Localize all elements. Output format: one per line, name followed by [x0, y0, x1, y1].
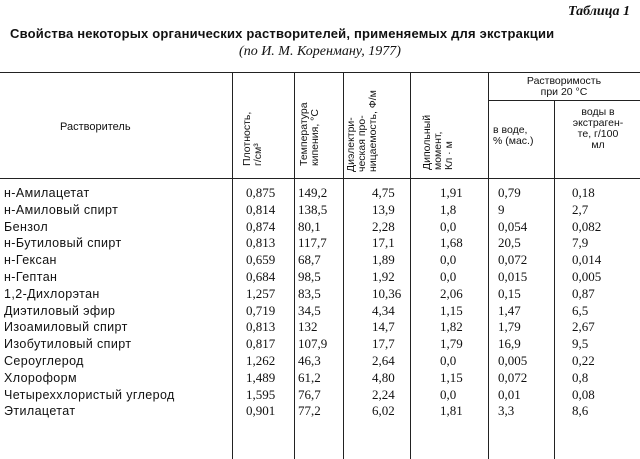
header-dipole: Дипольный момент, Кл · м [421, 114, 455, 170]
table-row [0, 219, 640, 235]
table-row [0, 370, 640, 386]
table-row [0, 303, 640, 319]
boiling-point-value: 34,5 [298, 302, 321, 318]
density-value: 0,684 [246, 269, 276, 284]
solvent-name: Диэтиловый эфир [4, 303, 116, 318]
table-row [0, 269, 640, 285]
water-in-solvent-value: 9,5 [572, 336, 589, 352]
solubility-in-water-value: 3,3 [498, 403, 515, 419]
water-in-solvent-value: 0,8 [572, 369, 589, 385]
solvent-name: н-Амилацетат [4, 186, 90, 200]
boiling-point-value: 76,7 [298, 386, 321, 402]
dielectric-value: 17,7 [372, 336, 395, 352]
boiling-point-value: 80,1 [298, 218, 321, 234]
solvent-name: н-Гексан [4, 253, 57, 268]
solubility-in-water-value: 0,01 [498, 386, 521, 402]
solvent-name: н-Бутиловый спирт [4, 236, 122, 251]
dipole-value: 1,79 [440, 336, 463, 352]
dipole-value: 1,81 [440, 403, 463, 419]
water-in-solvent-value: 2,67 [572, 319, 595, 335]
dipole-value: 1,8 [440, 201, 457, 217]
header-solvent: Растворитель [60, 121, 131, 133]
header-solubility-group: Растворимость при 20 °С [526, 75, 602, 98]
dipole-value: 1,15 [440, 369, 463, 385]
table-row [0, 319, 640, 335]
dielectric-value: 13,9 [372, 201, 395, 217]
dipole-value: 0,0 [440, 386, 457, 402]
density-value: 0,817 [246, 336, 276, 352]
solubility-in-water-value: 0,15 [498, 285, 521, 301]
boiling-point-value: 98,5 [298, 269, 321, 284]
water-in-solvent-value: 0,005 [572, 269, 602, 284]
table-row [0, 202, 640, 218]
density-value: 0,814 [246, 201, 276, 217]
solubility-in-water-value: 0,072 [498, 369, 528, 385]
header-top-rule [0, 72, 640, 73]
solubility-in-water-value: 16,9 [498, 336, 521, 352]
solvent-name: н-Гептан [4, 270, 58, 284]
boiling-point-value: 138,5 [298, 201, 328, 217]
density-value: 1,262 [246, 353, 276, 368]
solubility-header-rule [488, 100, 640, 101]
boiling-point-value: 68,7 [298, 252, 321, 268]
water-in-solvent-value: 0,22 [572, 353, 595, 368]
density-value: 0,875 [246, 185, 276, 200]
solubility-in-water-value: 0,054 [498, 218, 528, 234]
dipole-value: 0,0 [440, 252, 457, 268]
density-value: 1,489 [246, 369, 276, 385]
solubility-in-water-value: 1,47 [498, 302, 521, 318]
water-in-solvent-value: 6,5 [572, 302, 589, 318]
dielectric-value: 4,75 [372, 185, 395, 200]
boiling-point-value: 107,9 [298, 336, 328, 352]
solubility-in-water-value: 9 [498, 201, 505, 217]
water-in-solvent-value: 0,08 [572, 386, 595, 402]
dielectric-value: 10,36 [372, 285, 402, 301]
table-row [0, 403, 640, 419]
table-row [0, 353, 640, 369]
boiling-point-value: 77,2 [298, 403, 321, 419]
dipole-value: 2,06 [440, 285, 463, 301]
density-value: 1,257 [246, 285, 276, 301]
boiling-point-value: 46,3 [298, 353, 321, 368]
dipole-value: 1,82 [440, 319, 463, 335]
solubility-in-water-value: 1,79 [498, 319, 521, 335]
solubility-in-water-value: 0,015 [498, 269, 528, 284]
solubility-in-water-value: 0,072 [498, 252, 528, 268]
dipole-value: 0,0 [440, 269, 457, 284]
table-number: Таблица 1 [568, 4, 630, 19]
table-row [0, 286, 640, 302]
water-in-solvent-value: 0,87 [572, 285, 595, 301]
table-row [0, 387, 640, 403]
density-value: 1,595 [246, 386, 276, 402]
water-in-solvent-value: 7,9 [572, 235, 589, 251]
water-in-solvent-value: 8,6 [572, 403, 589, 419]
solvent-name: Бензол [4, 219, 49, 234]
header-dielectric: Диэлектри- ческая про- ницаемость, Ф/м [345, 90, 379, 172]
header-boiling: Температура кипения, °С [298, 102, 321, 166]
boiling-point-value: 61,2 [298, 369, 321, 385]
table-row [0, 185, 640, 201]
dipole-value: 1,68 [440, 235, 463, 251]
density-value: 0,901 [246, 403, 276, 419]
density-value: 0,813 [246, 319, 276, 335]
header-bottom-rule [0, 178, 640, 179]
table-row [0, 252, 640, 268]
boiling-point-value: 83,5 [298, 285, 321, 301]
solvent-name: Изобутиловый спирт [4, 337, 132, 352]
density-value: 0,813 [246, 235, 276, 251]
header-water-in: воды в экстраген- те, г/100 мл [572, 106, 624, 151]
solvent-name: Этилацетат [4, 404, 76, 419]
solvent-name: 1,2-Дихлорэтан [4, 286, 100, 301]
solvent-name: н-Амиловый спирт [4, 202, 119, 217]
dipole-value: 1,91 [440, 185, 463, 200]
dielectric-value: 6,02 [372, 403, 395, 419]
dielectric-value: 2,64 [372, 353, 395, 368]
dipole-value: 1,15 [440, 302, 463, 318]
solvent-name: Сероуглерод [4, 354, 84, 368]
solubility-in-water-value: 20,5 [498, 235, 521, 251]
table-row [0, 235, 640, 251]
water-in-solvent-value: 2,7 [572, 201, 589, 217]
dielectric-value: 2,28 [372, 218, 395, 234]
boiling-point-value: 149,2 [298, 185, 328, 200]
table-row [0, 336, 640, 352]
dielectric-value: 14,7 [372, 319, 395, 335]
dielectric-value: 1,89 [372, 252, 395, 268]
dielectric-value: 4,34 [372, 302, 395, 318]
water-in-solvent-value: 0,18 [572, 185, 595, 200]
solubility-in-water-value: 0,79 [498, 185, 521, 200]
density-value: 0,874 [246, 218, 276, 234]
header-in-water: в воде, % (мас.) [493, 124, 534, 147]
density-value: 0,719 [246, 302, 276, 318]
solvent-name: Изоамиловый спирт [4, 320, 128, 335]
water-in-solvent-value: 0,014 [572, 252, 602, 268]
solvent-name: Хлороформ [4, 370, 78, 385]
dielectric-value: 2,24 [372, 386, 395, 402]
header-density: Плотность, г/см³ [241, 111, 264, 166]
dipole-value: 0,0 [440, 218, 457, 234]
boiling-point-value: 132 [298, 319, 318, 335]
dielectric-value: 4,80 [372, 369, 395, 385]
dielectric-value: 17,1 [372, 235, 395, 251]
water-in-solvent-value: 0,082 [572, 218, 602, 234]
solubility-in-water-value: 0,005 [498, 353, 528, 368]
table-subtitle: (по И. М. Коренману, 1977) [239, 44, 401, 59]
dielectric-value: 1,92 [372, 269, 395, 284]
boiling-point-value: 117,7 [298, 235, 327, 251]
density-value: 0,659 [246, 252, 276, 268]
table-title: Свойства некоторых органических растворителей, применяемых для экстракции [10, 26, 555, 41]
dipole-value: 0,0 [440, 353, 457, 368]
solvent-name: Четыреххлористый углерод [4, 387, 175, 402]
